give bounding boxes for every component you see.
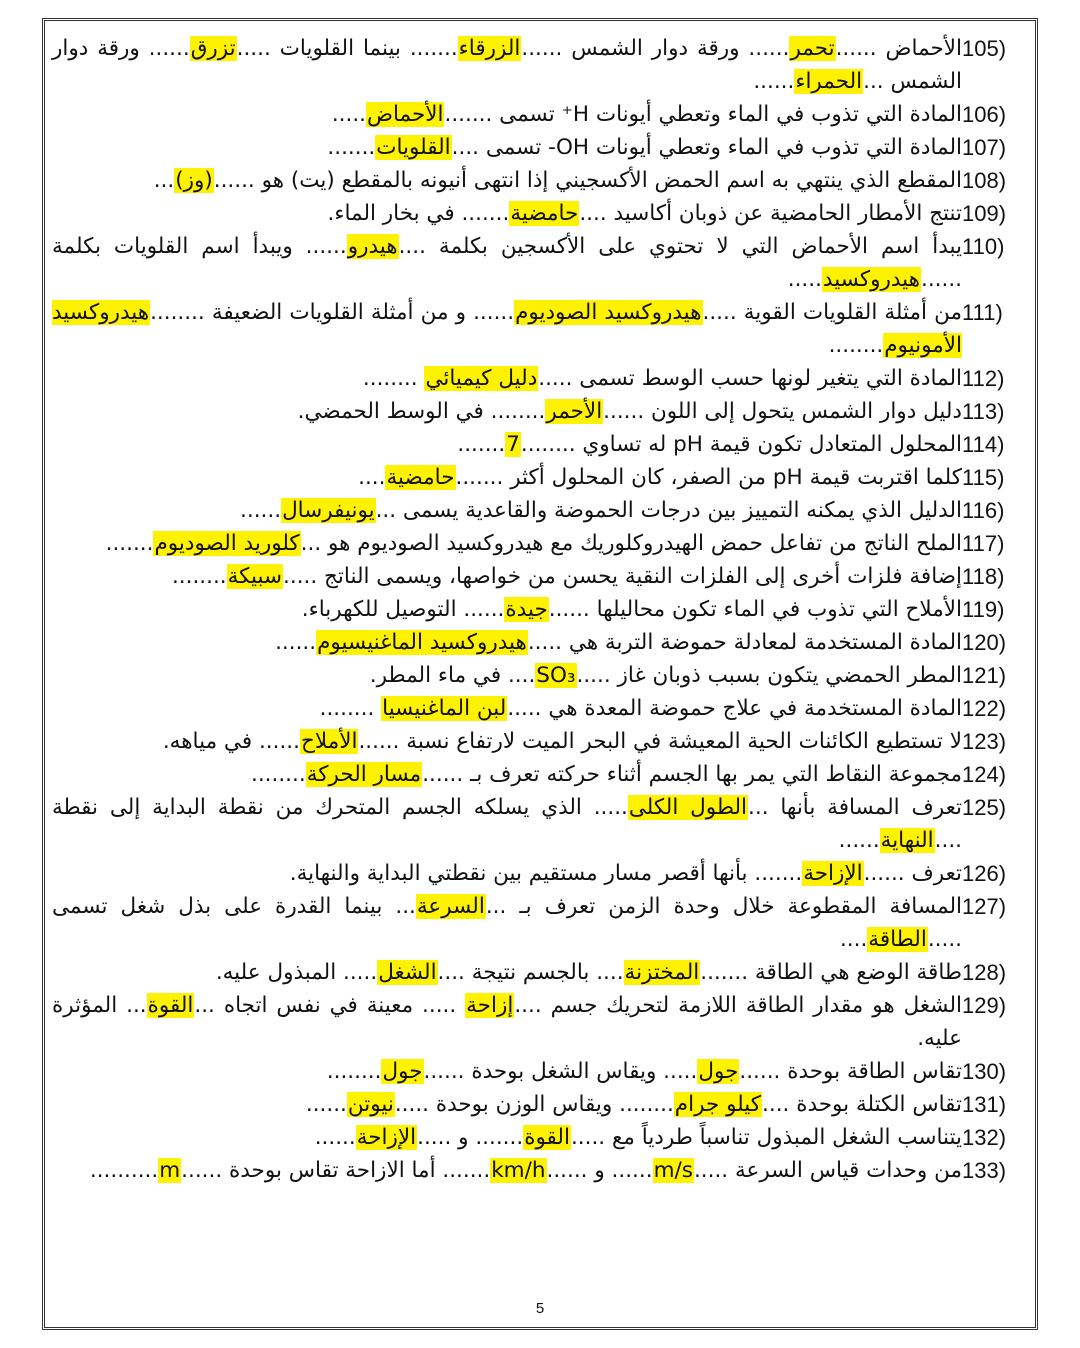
question-fragment: الملح الناتج من تفاعل حمض الهيدروكلوريك مع هيدروكسيد الصوديوم هو ... xyxy=(300,531,962,556)
answer-highlight: الشغل xyxy=(378,960,437,985)
question-number: 120) xyxy=(962,630,1007,655)
question-item xyxy=(52,560,1028,593)
question-fragment: ..... ويقاس الشغل بوحدة ...... xyxy=(423,1059,698,1084)
question-text xyxy=(52,164,962,197)
question-number: 106) xyxy=(962,102,1007,127)
question-text xyxy=(52,1088,962,1121)
question-item xyxy=(52,494,1028,527)
question-fragment: ... بينما القدرة على بذل شغل تسمى ..... xyxy=(52,894,962,952)
question-fragment: دليل دوار الشمس يتحول إلى اللون ...... xyxy=(603,399,962,424)
question-fragment: المادة التي تذوب في الماء وتعطي أيونات H⁺ تسمى ....... xyxy=(444,102,962,127)
question-number: 114) xyxy=(962,432,1005,457)
question-fragment: مجموعة النقاط التي يمر بها الجسم أثناء حركته تعرف بـ ...... xyxy=(422,762,962,787)
question-item xyxy=(52,362,1028,395)
question-fragment: ........ xyxy=(251,762,306,787)
question-text xyxy=(52,890,962,956)
question-item xyxy=(52,131,1028,164)
question-number: 116) xyxy=(962,498,1005,523)
question-fragment: يبدأ اسم الأحماض التي لا تحتوي على الأكسجين بكلمة .... xyxy=(398,234,962,259)
answer-highlight: سبيكة xyxy=(227,564,283,589)
question-fragment: ...... ورقة دوار الشمس ...... xyxy=(521,36,790,61)
question-fragment: ...... ورقة دوار الشمس ... xyxy=(52,36,962,94)
question-number: 122) xyxy=(962,696,1007,721)
question-fragment: ....... xyxy=(457,432,506,457)
question-fragment: ........ ويقاس الوزن بوحدة ..... xyxy=(394,1092,674,1117)
question-number: 123) xyxy=(962,729,1007,754)
question-item xyxy=(52,1088,1028,1121)
answer-highlight: هيدروكسيد الماغنيسيوم xyxy=(317,630,527,655)
answer-highlight: السرعة xyxy=(416,894,485,919)
question-item xyxy=(52,428,1028,461)
question-fragment: ....... أما الازاحة تقاس بوحدة ...... xyxy=(181,1158,491,1183)
answer-highlight: هيدروكسيد xyxy=(822,267,920,292)
answer-highlight: القلويات xyxy=(376,135,451,160)
question-item xyxy=(52,197,1028,230)
question-item xyxy=(52,791,1028,857)
answer-highlight: هيدروكسيد الأمونيوم xyxy=(52,300,962,358)
answer-highlight: يونيفرسال xyxy=(282,498,375,523)
answer-highlight: حامضية xyxy=(510,201,579,226)
answer-highlight: جول xyxy=(382,1059,423,1084)
question-fragment: ...... و ...... xyxy=(546,1158,653,1183)
question-number: 115) xyxy=(962,465,1005,490)
question-fragment: ....... بأنها أقصر مسار مستقيم بين نقطتي البداية والنهاية. xyxy=(289,861,803,886)
answer-highlight: جيدة xyxy=(505,597,548,622)
question-number: 108) xyxy=(962,168,1007,193)
answer-highlight: الإزاحة xyxy=(803,861,863,886)
answer-highlight: تحمر xyxy=(790,36,835,61)
question-number: 110) xyxy=(962,234,1005,259)
answer-highlight: الطاقة xyxy=(868,927,927,952)
page-number: 5 xyxy=(535,1300,545,1317)
question-item xyxy=(52,725,1028,758)
question-number: 117) xyxy=(962,531,1005,556)
answer-highlight: 7 xyxy=(506,432,520,457)
answer-highlight: الأحمر xyxy=(546,399,603,424)
answer-highlight: النهاية xyxy=(880,828,934,853)
question-fragment: ...... التوصيل للكهرباء. xyxy=(301,597,505,622)
question-number: 109) xyxy=(962,201,1007,226)
question-number: 127) xyxy=(962,894,1007,919)
answer-highlight: نيوتن xyxy=(347,1092,394,1117)
answer-highlight: القوة xyxy=(147,993,194,1018)
answer-highlight: دليل كيميائي xyxy=(425,366,538,391)
question-item xyxy=(52,1055,1028,1088)
answer-highlight: SO₃ xyxy=(536,663,576,688)
question-item xyxy=(52,32,1028,98)
question-fragment: ........ xyxy=(171,564,227,589)
question-fragment: ........ xyxy=(828,333,884,358)
question-fragment: تقاس الكتلة بوحدة .... xyxy=(762,1092,962,1117)
answer-highlight: كلوريد الصوديوم xyxy=(154,531,300,556)
question-fragment: ........ xyxy=(326,1059,382,1084)
question-fragment: ...... و من أمثلة القلويات الضعيفة ........ xyxy=(150,300,515,325)
question-text xyxy=(52,32,962,98)
question-fragment: المادة التي يتغير لونها حسب الوسط تسمى ..... xyxy=(538,366,962,391)
answer-highlight: لبن الماغنيسيا xyxy=(382,696,507,721)
question-fragment: لا تستطيع الكائنات الحية المعيشة في البحر الميت لارتفاع نسبة ...... xyxy=(358,729,962,754)
answer-highlight: الأحماض xyxy=(366,102,444,127)
question-fragment: تنتج الأمطار الحامضية عن ذوبان أكاسيد .... xyxy=(579,201,962,226)
question-fragment: كلما اقتربت قيمة pH من الصفر، كان المحلول أكثر ....... xyxy=(455,465,962,490)
question-fragment: ... المؤثرة عليه. xyxy=(52,993,962,1051)
question-item xyxy=(52,296,1028,362)
answer-highlight: هيدروكسيد الصوديوم xyxy=(515,300,702,325)
question-fragment: ...... xyxy=(838,828,880,853)
question-fragment: ....... في بخار الماء. xyxy=(327,201,510,226)
answer-highlight: القوة xyxy=(524,1125,570,1150)
question-text xyxy=(52,560,962,593)
answer-highlight: الإزاحة xyxy=(356,1125,417,1150)
question-item xyxy=(52,395,1028,428)
question-list xyxy=(52,32,1028,1187)
question-number: 105) xyxy=(962,36,1007,61)
question-item xyxy=(52,527,1028,560)
question-fragment: ...... xyxy=(275,630,317,655)
question-text xyxy=(52,758,962,791)
question-fragment: الأحماض ...... xyxy=(835,36,962,61)
question-fragment: يتناسب الشغل المبذول تناسباً طردياً مع ..... xyxy=(570,1125,962,1150)
question-text xyxy=(52,626,962,659)
question-fragment: إضافة فلزات أخرى إلى الفلزات النقية يحسن من خواصها، ويسمى الناتج ..... xyxy=(283,564,962,589)
question-fragment: .... في ماء المطر. xyxy=(369,663,536,688)
question-fragment: ........ xyxy=(319,696,382,721)
question-fragment: المسافة المقطوعة خلال وحدة الزمن تعرف بـ ... xyxy=(485,894,962,919)
answer-highlight: جول xyxy=(698,1059,739,1084)
question-text xyxy=(52,659,962,692)
question-fragment: ........ في الوسط الحمضي. xyxy=(297,399,546,424)
question-number: 131) xyxy=(962,1092,1007,1117)
question-text xyxy=(52,461,962,494)
question-text xyxy=(52,791,962,857)
question-item xyxy=(52,164,1028,197)
question-fragment: المطر الحمضي يتكون بسبب ذوبان غاز ..... xyxy=(576,663,962,688)
question-fragment: ....... و ..... xyxy=(417,1125,524,1150)
question-fragment: ..... معينة في نفس اتجاه ... xyxy=(194,993,466,1018)
question-fragment: ..... المبذول عليه. xyxy=(215,960,378,985)
question-text xyxy=(52,593,962,626)
question-text xyxy=(52,131,962,164)
answer-highlight: الزرقاء xyxy=(458,36,521,61)
answer-highlight: إزاحة xyxy=(466,993,514,1018)
question-item xyxy=(52,890,1028,956)
question-item xyxy=(52,593,1028,626)
question-fragment: ...... xyxy=(314,1125,356,1150)
question-number: 111) xyxy=(962,300,1003,325)
question-fragment: ....... xyxy=(105,531,154,556)
question-item xyxy=(52,1121,1028,1154)
question-fragment: الدليل الذي يمكنه التمييز بين درجات الحموضة والقاعدية يسمى ... xyxy=(375,498,962,523)
question-item xyxy=(52,989,1028,1055)
question-fragment: المقطع الذي ينتهي به اسم الحمض الأكسجيني إذا انتهى أنيونه بالمقطع (يت) هو ...... xyxy=(213,168,962,193)
question-fragment: ...... xyxy=(305,1092,347,1117)
question-text xyxy=(52,395,962,428)
question-number: 133) xyxy=(962,1158,1007,1183)
answer-highlight: كيلو جرام xyxy=(674,1092,762,1117)
question-text xyxy=(52,956,962,989)
question-fragment: ...... ويبدأ اسم القلويات بكلمة ...... xyxy=(52,234,962,292)
answer-highlight: km/h xyxy=(491,1158,546,1183)
answer-highlight: المختزنة xyxy=(624,960,700,985)
answer-highlight: الطول الكلى xyxy=(628,795,748,820)
answer-highlight: حامضية xyxy=(386,465,455,490)
question-text xyxy=(52,230,962,296)
answer-highlight: الحمراء xyxy=(795,69,863,94)
question-item xyxy=(52,626,1028,659)
question-fragment: المادة المستخدمة لمعادلة حموضة التربة هي ..... xyxy=(527,630,962,655)
question-text xyxy=(52,857,962,890)
question-fragment: ...... في مياهه. xyxy=(162,729,300,754)
question-text xyxy=(52,527,962,560)
question-number: 132) xyxy=(962,1125,1007,1150)
question-fragment: الشغل هو مقدار الطاقة اللازمة لتحريك جسم .... xyxy=(514,993,962,1018)
question-fragment: ..... xyxy=(331,102,366,127)
question-text xyxy=(52,362,962,395)
question-fragment: ........ xyxy=(362,366,425,391)
question-number: 107) xyxy=(962,135,1007,160)
question-item xyxy=(52,1154,1028,1187)
question-fragment: تعرف ...... xyxy=(863,861,962,886)
question-text xyxy=(52,98,962,131)
answer-highlight: (وز) xyxy=(175,168,213,193)
question-fragment: ....... بينما القلويات ..... xyxy=(236,36,458,61)
question-item xyxy=(52,461,1028,494)
question-number: 128) xyxy=(962,960,1007,985)
question-number: 126) xyxy=(962,861,1007,886)
question-item xyxy=(52,857,1028,890)
question-text xyxy=(52,1121,962,1154)
question-number: 121) xyxy=(962,663,1007,688)
question-item xyxy=(52,692,1028,725)
question-text xyxy=(52,494,962,527)
question-fragment: المادة المستخدمة في علاج حموضة المعدة هي ..... xyxy=(507,696,962,721)
question-fragment: .... xyxy=(839,927,868,952)
question-fragment: .......... xyxy=(89,1158,159,1183)
question-text xyxy=(52,1055,962,1088)
question-fragment: ..... الذي يسلكه الجسم المتحرك من نقطة البداية إلى نقطة .... xyxy=(52,795,962,853)
answer-highlight: تزرق xyxy=(190,36,236,61)
question-fragment: طاقة الوضع هي الطاقة ....... xyxy=(700,960,962,985)
question-item xyxy=(52,98,1028,131)
question-number: 112) xyxy=(962,366,1005,391)
question-fragment: ... xyxy=(153,168,175,193)
question-fragment: الأملاح التي تذوب في الماء تكون محاليلها ...... xyxy=(548,597,962,622)
question-fragment: ..... xyxy=(787,267,822,292)
question-text xyxy=(52,989,962,1055)
question-text xyxy=(52,692,962,725)
answer-highlight: الأملاح xyxy=(300,729,358,754)
question-fragment: المحلول المتعادل تكون قيمة pH له تساوي ........ xyxy=(520,432,962,457)
answer-highlight: m xyxy=(159,1158,181,1183)
question-number: 119) xyxy=(962,597,1005,622)
question-fragment: تعرف المسافة بأنها ... xyxy=(748,795,962,820)
question-number: 129) xyxy=(962,993,1007,1018)
answer-highlight: مسار الحركة xyxy=(306,762,422,787)
question-text xyxy=(52,296,962,362)
question-item xyxy=(52,659,1028,692)
question-text xyxy=(52,725,962,758)
question-number: 130) xyxy=(962,1059,1007,1084)
answer-highlight: هيدرو xyxy=(347,234,398,259)
answer-highlight: m/s xyxy=(653,1158,693,1183)
question-fragment: ...... xyxy=(240,498,282,523)
question-number: 124) xyxy=(962,762,1007,787)
question-item xyxy=(52,758,1028,791)
question-number: 125) xyxy=(962,795,1007,820)
question-fragment: من وحدات قياس السرعة ..... xyxy=(693,1158,962,1183)
question-fragment: .... بالجسم نتيجة .... xyxy=(437,960,624,985)
question-number: 118) xyxy=(962,564,1005,589)
question-text xyxy=(52,428,962,461)
question-fragment: المادة التي تذوب في الماء وتعطي أيونات OH- تسمى .... xyxy=(451,135,962,160)
question-number: 113) xyxy=(962,399,1005,424)
question-fragment: من أمثلة القلويات القوية ..... xyxy=(702,300,962,325)
question-fragment: .... xyxy=(358,465,386,490)
question-fragment: ....... xyxy=(327,135,376,160)
question-item xyxy=(52,956,1028,989)
question-fragment: ...... xyxy=(753,69,795,94)
question-text xyxy=(52,197,962,230)
question-item xyxy=(52,230,1028,296)
question-fragment: تقاس الطاقة بوحدة ...... xyxy=(739,1059,962,1084)
question-text xyxy=(52,1154,962,1187)
